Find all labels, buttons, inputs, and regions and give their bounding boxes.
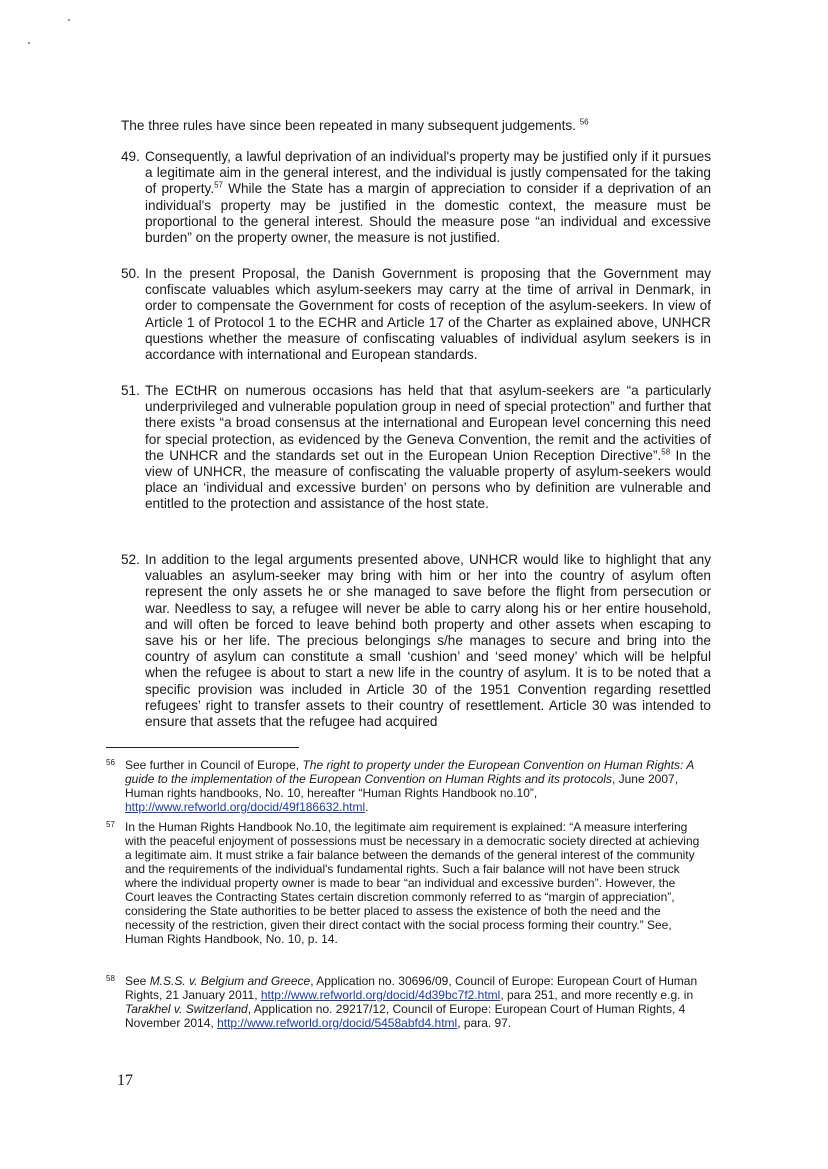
refworld-link[interactable]: http://www.refworld.org/docid/5458abfd4.html: [217, 1016, 458, 1030]
footnote-ref-57: 57: [214, 180, 224, 190]
footnote-ref-58: 58: [661, 447, 671, 457]
case-name: Tarakhel v. Switzerland: [125, 1002, 248, 1016]
paragraph-text-part: In the view of UNHCR, the measure of confiscating the valuable property of asylum-seekers would place an ‘individual and excessive burden’ on persons who by definition are vulnerable and entitled to the protection and assistance of the host state.: [145, 447, 711, 512]
paragraph-number: 52.: [121, 552, 140, 567]
paragraph-text-part: While the State has a margin of appreciation to consider if a deprivation of an individual's property may be justified in the domestic context, the measure must be proportional to the general interest. Should the measure pose “an individual and excessive burden” on the property owner, the measure is not justified.: [145, 181, 712, 246]
refworld-link[interactable]: http://www.refworld.org/docid/4d39bc7f2.html: [260, 988, 501, 1002]
paragraph-text: In addition to the legal arguments presented above, UNHCR would like to highlight that any valuables an asylum-seeker may bring with him or her into the country of asylum often represent the only assets he or she managed to save before the flight from persecution or war. Needless to say, a refugee will never be able to carry along his or her entire household, and will often be forced to leave behind both property and other assets when escaping to save his or her life. The precious belongings s/he manages to secure and bring into the country of asylum can constitute a small ‘cushion’ and ‘seed money’ which will be helpful when the refugee is about to start a new life in the country of asylum. It is to be noted that a specific provision was included in Article 30 of the 1951 Convention regarding resettled refugees’ right to transfer assets to their country of resettlement. Article 30 was intended to ensure that assets that the refugee had acquired: [145, 552, 711, 730]
intro-sentence: [121, 117, 721, 134]
paragraph-number: 49.: [121, 149, 140, 164]
footnote-number: 58: [106, 974, 115, 983]
paragraph-text: [145, 149, 711, 246]
footnote-57: [106, 820, 706, 946]
paragraph-number: 51.: [121, 383, 140, 398]
footnote-text: [125, 974, 706, 1030]
publication-title: The right to property under the European Convention on Human Rights: A guide to the implementation of the European Convention on Human Rights and its protocols: [125, 758, 694, 786]
refworld-link[interactable]: http://www.refworld.org/docid/49f186632.html: [125, 800, 366, 814]
page-number: 17: [117, 1072, 133, 1089]
paragraph-number: 50.: [121, 266, 140, 281]
footnote-text-part: .: [365, 800, 369, 814]
footnote-text-part: , Application no. 30696/09, Council of Europe: European Court of Human Rights, 21 January 2011,: [125, 974, 698, 1002]
paragraph-text: In the present Proposal, the Danish Government is proposing that the Government may confiscate valuables which asylum-seekers may carry at the time of arrival in Denmark, in order to compensate the Government for costs of reception of the asylum-seekers. In view of Article 1 of Protocol 1 to the ECHR and Article 17 of the Charter as explained above, UNHCR questions whether the measure of confiscating valuables of individual asylum seekers is in accordance with international and European standards.: [145, 266, 711, 363]
paragraph-49: [121, 149, 711, 246]
footnote-56: [106, 758, 706, 814]
footnote-text-part: , Application no. 29217/12, Council of Europe: European Court of Human Rights, 4 November 2014,: [125, 1002, 686, 1030]
footnote-number: 56: [106, 758, 115, 767]
intro-text: The three rules have since been repeated in many subsequent judgements.: [121, 118, 576, 133]
footnote-text-part: See: [125, 974, 150, 988]
case-name: M.S.S. v. Belgium and Greece: [149, 974, 311, 988]
footnote-text-part: , para 251, and more recently e.g. in: [500, 988, 694, 1002]
paragraph-text: [145, 383, 711, 513]
paragraph-50: [121, 266, 711, 363]
footnote-text-part: , June 2007, Human rights handbooks, No. 10, hereafter “Human Rights Handbook no.10”,: [125, 772, 679, 800]
footnote-text: In the Human Rights Handbook No.10, the legitimate aim requirement is explained: “A measure interfering with the peaceful enjoyment of possessions must be necessary in a democratic society directed at achieving a legitimate aim. It must strike a fair balance between the demands of the general interest of the community and the requirements of the individual's fundamental rights. Such a fair balance will not have been struck where the individual property owner is made to bear “an individual and excessive burden”. However, the Court leaves the Contracting States certain discretion commonly referred to as “margin of appreciation”, considering the State authorities to be better placed to assess the existence of both the need and the necessity of the restriction, given their direct contact with the social process forming their country.” See, Human Rights Handbook, No. 10, p. 14.: [125, 820, 700, 946]
footnote-text-part: See further in Council of Europe,: [125, 758, 303, 772]
paragraph-text-part: The ECtHR on numerous occasions has held that that asylum-seekers are “a particularly underprivileged and vulnerable population group in need of special protection” and further that there exists “a broad consensus at the international and European level concerning this need for special protection, as evidenced by the Geneva Convention, the remit and the activities of the UNHCR and the standards set out in the European Union Reception Directive”.: [145, 383, 711, 463]
footnote-text: [125, 758, 706, 814]
scan-speck: [28, 42, 30, 44]
footnote-number: 57: [106, 820, 115, 829]
paragraph-52: [121, 552, 711, 730]
footnote-text-part: , para. 97.: [457, 1016, 512, 1030]
footnote-divider: [106, 747, 299, 748]
footnote-ref-56: 56: [579, 117, 589, 127]
paragraph-text-part: Consequently, a lawful deprivation of an individual's property may be justified only if it pursues a legitimate aim in the general interest, and the individual is justly compensated for the taking of property.: [145, 149, 711, 197]
scan-speck: [68, 19, 70, 21]
footnote-58: [106, 974, 706, 1030]
paragraph-51: [121, 383, 711, 513]
